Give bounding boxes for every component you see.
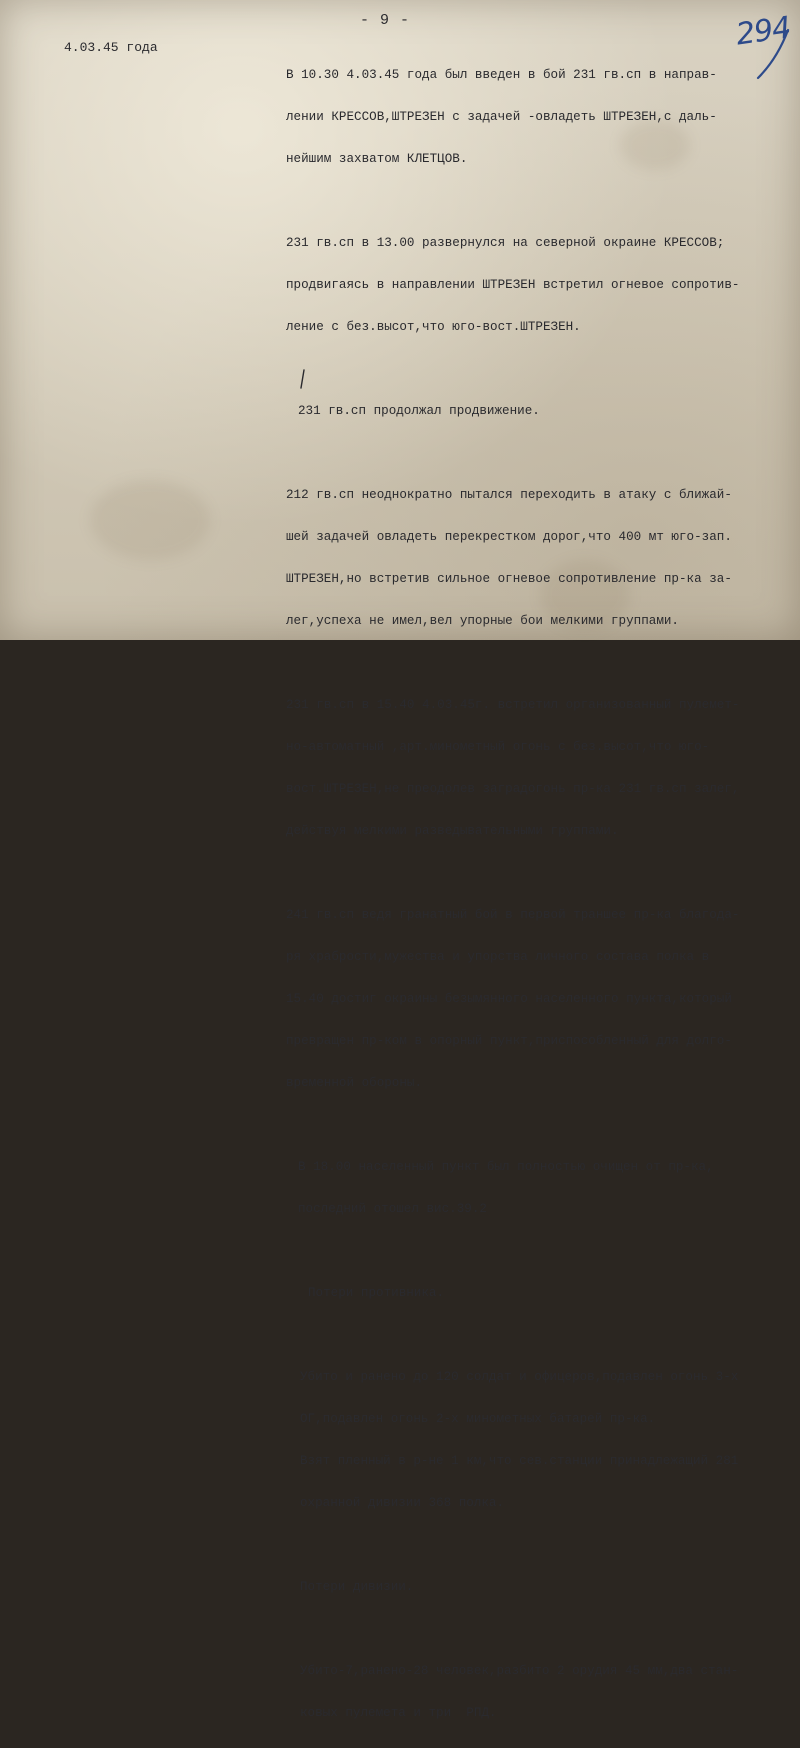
paragraph-enemy-losses <box>286 1342 776 1538</box>
text-line: продвигаясь в направлении ШТРЕЗЕН встретил огневое сопротив- <box>286 278 740 292</box>
text-line: 231 гв.сп продолжал продвижение. <box>298 404 540 418</box>
text-line: Потери противника. <box>308 1286 445 1300</box>
text-line: 231 гв.сп в 13.00 развернулся на северной окраине КРЕССОВ; <box>286 236 725 250</box>
text-line: ОГ,подавлен огонь 2-х минометных батарей пр-ка. <box>300 1412 656 1426</box>
text-line: Убито-7,ранено-28 человек,разбито 2 орудия 45 мм,два стан- <box>300 1664 739 1678</box>
text-line: но-автоматный ,арт.минометный огонь с без.высот,что юго- <box>286 740 710 754</box>
paragraph-7 <box>286 1132 776 1244</box>
text-line: ление с без.высот,что юго-вост.ШТРЕЗЕН. <box>286 320 581 334</box>
text-line: ШТРЕЗЕН,но встретив сильное огневое сопротивление пр-ка за- <box>286 572 732 586</box>
text-line: 231 гв.сп в 15.40 4.03.45г. встретил организованный пулемет- <box>286 698 740 712</box>
text-line: В 10.30 4.03.45 года был введен в бой 231 гв.сп в направ- <box>286 68 717 82</box>
text-line: 15.40 достиг окраины безымянного населенного пункта,который <box>286 992 732 1006</box>
text-line: шей задачей овладеть перекрестком дорог,что 400 мт юго-зап. <box>286 530 732 544</box>
text-line: В 18.00 населенный пункт был полностью очищен от пр-ка, <box>298 1160 714 1174</box>
text-line: действуя мелкими разведывательными группами. <box>286 824 619 838</box>
paragraph-1 <box>286 40 776 194</box>
paragraph-4 <box>286 460 776 656</box>
paper-stain <box>90 480 210 560</box>
text-line: ковых пулемета и три РПД. <box>300 1706 497 1720</box>
paragraph-3 <box>286 376 776 446</box>
text-line: нейшим захватом КЛЕТЦОВ. <box>286 152 468 166</box>
section-heading-enemy-losses <box>286 1258 776 1328</box>
text-line: Убито и ранено до 120 солдат и офицеров,подавлен огонь 3-х <box>300 1370 739 1384</box>
text-line: Потери дивизии. <box>300 1580 414 1594</box>
text-line: 212 гв.сп неоднократно пытался переходить в атаку с ближай- <box>286 488 732 502</box>
margin-date: 4.03.45 года <box>64 40 158 55</box>
text-line: Взят пленный в р-не 1 км,что сев.станции принадлежащий 281 <box>300 1454 739 1468</box>
text-line: ря храбрости,мужества и упорства личного состава полка в <box>286 950 710 964</box>
text-line: 241 гв.сп ведя гранатный бой в первой траншее пр-ка благода- <box>286 908 740 922</box>
paragraph-6 <box>286 880 776 1118</box>
paragraph-division-losses <box>286 1636 776 1748</box>
paragraph-2 <box>286 208 776 362</box>
text-line: вост.ШТРЕЗЕН,не преодолев заградогонь пр-ка 231 гв.сп залег, <box>286 782 740 796</box>
archive-number: 294 <box>733 10 793 53</box>
section-heading-division-losses <box>286 1552 776 1622</box>
text-line: лении КРЕССОВ,ШТРЕЗЕН с задачей -овладеть ШТРЕЗЕН,с даль- <box>286 110 717 124</box>
text-line: лег,успеха не имел,вел упорные бои мелкими группами. <box>286 614 679 628</box>
paragraph-5 <box>286 670 776 866</box>
report-body <box>286 40 776 1748</box>
text-line: охранной дивизии 368 полка. <box>300 1496 505 1510</box>
text-line: превращен пр-ком в опорный пункт,приспособленный для долго- <box>286 1034 732 1048</box>
page-number: - 9 - <box>360 12 411 29</box>
text-line: временной обороны. <box>286 1076 423 1090</box>
text-line: последний отошел вис.39.2 <box>298 1202 487 1216</box>
